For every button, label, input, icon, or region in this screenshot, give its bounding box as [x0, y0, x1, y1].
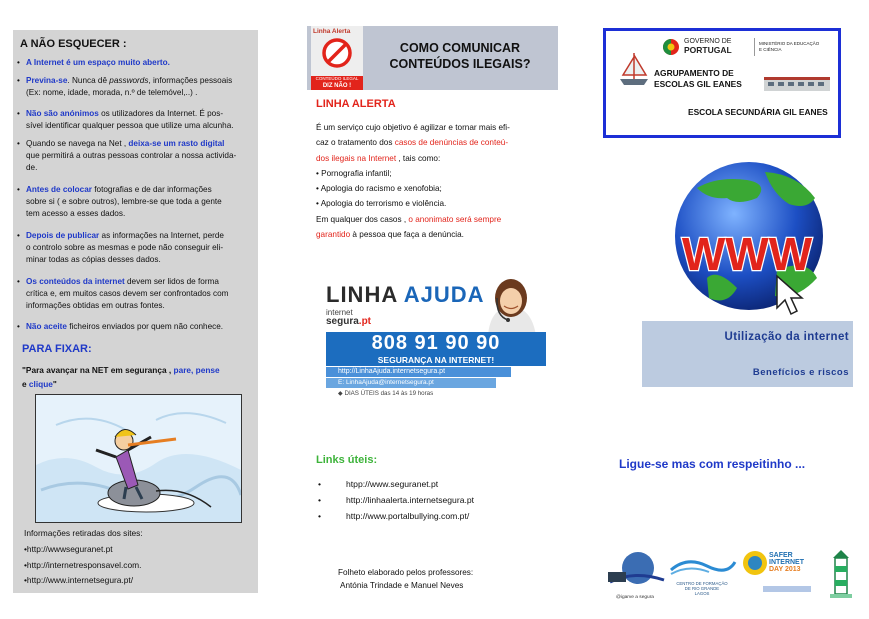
brochure-subtitle: Benefícios e riscos — [752, 367, 849, 378]
helpline-hours: ◆ DIAS ÚTEIS das 14 às 19 horas — [338, 390, 434, 397]
slogan: Ligue-se mas com respeitinho ... — [619, 457, 806, 471]
operator-avatar-icon — [478, 276, 544, 336]
school-header-box — [603, 28, 841, 138]
surfer-illustration — [35, 394, 242, 523]
bullet-1: • A Internet é um espaço muito aberto. — [17, 58, 170, 67]
linha-ajuda-title: LINHA AJUDA — [326, 282, 485, 307]
fixar-heading: PARA FIXAR: — [22, 343, 92, 355]
bullet-8: • Não aceite ficheiros enviados por quem não conhece. — [17, 322, 224, 331]
training-center-logo: CENTRO DE FORMAÇÃO DE RIO GRANDE LAGOS — [667, 556, 737, 596]
segura-label: segura.pt — [326, 316, 372, 327]
bullet-4: • Quando se navega na Net , deixa-se um rasto digital que permitirá a outras pessoas controlar a nossa activida- de. — [17, 139, 237, 172]
linha-ajuda-banner — [320, 272, 552, 402]
bullet-7: • Os conteúdos da internet devem ser lidos de forma crítica e, em muitos casos devem ser confrontados com informações obtidas em outras fontes. — [17, 277, 229, 310]
no-entry-icon — [311, 35, 363, 71]
surfer-mouse-image — [36, 395, 241, 522]
title-box — [642, 321, 853, 387]
internet-label: internet — [326, 308, 353, 317]
sources-heading: Informações retiradas dos sites: — [24, 528, 143, 538]
list-item: • Pornografia infantil; — [316, 168, 392, 178]
portugal-flag-icon — [662, 38, 680, 56]
list-item: • http://www.portalbullying.com.pt/ — [318, 511, 470, 521]
bullet-3: • Não são anónimos os utilizadores da Internet. É pos- sível identificar qualquer pessoa que utilize uma alcunha. — [17, 109, 234, 130]
safer-internet-globe-icon — [741, 548, 769, 578]
bullet-6: • Depois de publicar as informações na Internet, perde o controlo sobre as mesmas e pode não conseguir eli- minar todas as cópias desses dados. — [17, 231, 224, 264]
svg-text:WWW: WWW — [681, 228, 813, 280]
school-name: ESCOLA SECUNDÁRIA GIL EANES — [688, 107, 828, 117]
list-item: • Apologia do racismo e xenofobia; — [316, 184, 442, 194]
credits: Folheto elaborado pelos professores: Antónia Trindade e Manuel Neves — [338, 568, 474, 590]
reminder-heading: A NÃO ESQUECER : — [20, 38, 127, 50]
list-item: • htpp://www.seguranet.pt — [318, 479, 439, 489]
brochure-title: Utilização da internet — [724, 331, 849, 343]
left-panel — [13, 30, 258, 593]
source-link-3[interactable]: •http://www.internetsegura.pt/ — [24, 575, 134, 585]
list-item: • Apologia do terrorismo e violência. — [316, 199, 447, 209]
useful-link-3[interactable]: http://www.portalbullying.com.pt/ — [346, 511, 470, 521]
government-label: GOVERNO DE PORTUGAL — [684, 38, 732, 55]
school-group-name: AGRUPAMENTO DE ESCOLAS GIL EANES — [654, 68, 742, 89]
helpline-url[interactable]: http://LinhaAjuda.internetsegura.pt — [326, 367, 511, 377]
middle-title: COMO COMUNICAR CONTEÚDOS ILEGAIS? — [389, 41, 531, 71]
algarve-segura-icon — [604, 550, 666, 590]
helpline-phone: 808 91 90 90 — [326, 332, 546, 354]
fixar-quote: "Para avançar na NET em segurança , pare, pense e clique" — [22, 365, 220, 389]
safer-internet-day-logo: SAFER INTERNET DAY 2013 — [741, 548, 813, 598]
useful-link-1[interactable]: htpp://www.seguranet.pt — [346, 479, 439, 489]
bullet-2: • Previna-se. Nunca dê passwords, informações pessoais (Ex: nome, idade, morada, n.º de telemóvel,..) . — [17, 76, 233, 97]
helpline-email[interactable]: E: LinhaAjuda@internetsegura.pt — [326, 378, 496, 388]
school-building-image — [764, 71, 830, 95]
linha-alerta-description: É um serviço cujo objetivo é agilizar e tornar mais efi- caz o tratamento dos casos de denúncias de conteú- dos ilegais na Internet , tais como: • Pornografia infantil; • Apologia do racismo e xenofobia; • Apologia do terrorismo e violência. Em qualquer dos casos , o anonimato será sempre garantido à pessoa que faça a denúncia. — [316, 120, 556, 242]
useful-links-list — [318, 476, 474, 524]
source-link-1[interactable]: •http://wwwseguranet.pt — [24, 544, 113, 554]
useful-links-heading: Links úteis: — [316, 454, 378, 466]
linha-alerta-heading: LINHA ALERTA — [316, 98, 396, 110]
training-center-icon — [667, 556, 737, 576]
list-item: • http://linhaalerta.internetsegura.pt — [318, 495, 475, 505]
algarve-segura-logo: @igarve a segura — [604, 550, 666, 598]
linha-alerta-logo: Linha Alerta CONTEÚDO ILEGAL DIZ NÃO ! — [311, 26, 363, 90]
useful-link-2[interactable]: http://linhaalerta.internetsegura.pt — [346, 495, 475, 505]
helpline-tagline: SEGURANÇA NA INTERNET! — [326, 354, 546, 366]
bullet-5: • Antes de colocar fotografias e de dar informações sobre si ( e sobre outros), lembre-se que toda a gente tem acesso a esses dados. — [17, 185, 222, 218]
lighthouse-icon — [826, 548, 856, 598]
source-link-2[interactable]: •http://internetresponsavel.com. — [24, 560, 142, 570]
globe-www-icon — [657, 158, 847, 318]
school-ship-logo-icon — [616, 49, 652, 89]
ministry-label: MINISTÉRIO DA EDUCAÇÃO E CIÊNCIA — [759, 41, 820, 52]
